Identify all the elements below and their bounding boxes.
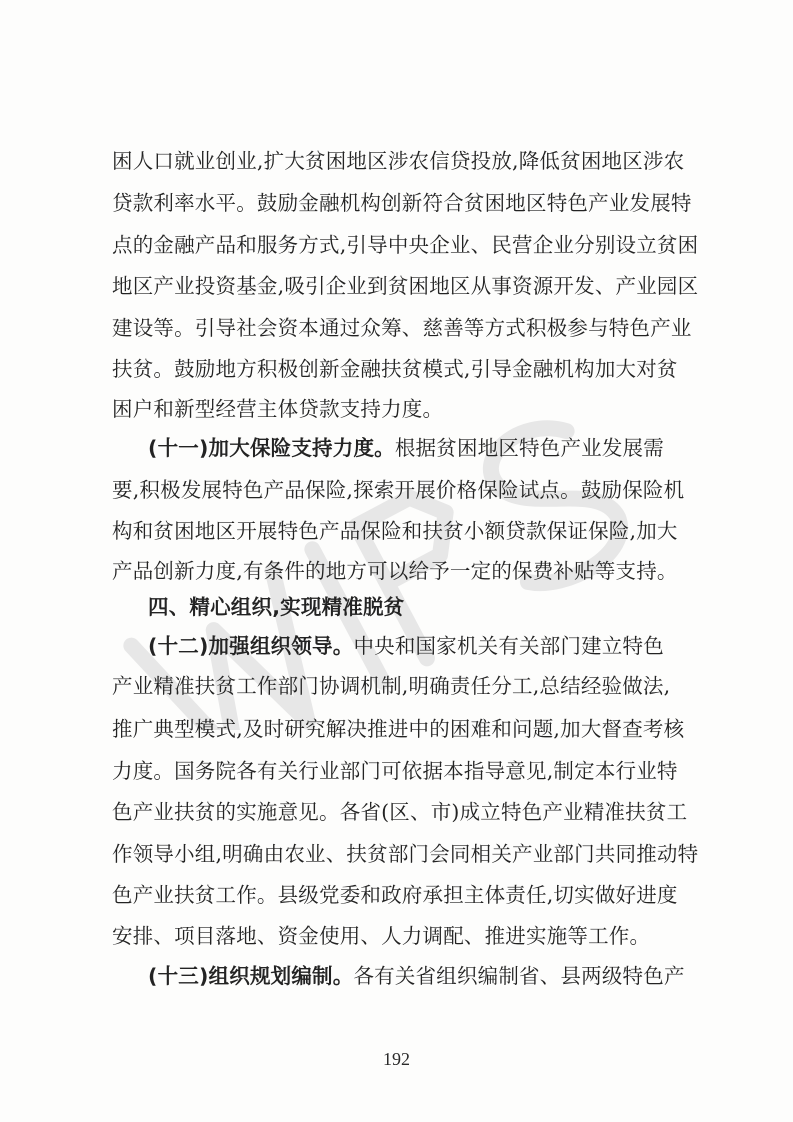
text-line: 力度。国务院各有关行业部门可依据本指导意见,制定本行业特 xyxy=(112,759,678,783)
text-line: 作领导小组,明确由农业、扶贫部门会同相关产业部门共同推动特 xyxy=(112,842,699,866)
text-line: 地区产业投资基金,吸引企业到贫困地区从事资源开发、产业园区 xyxy=(112,274,699,298)
text-line: 要,积极发展特色产品保险,探索开展价格保险试点。鼓励保险机 xyxy=(112,478,685,502)
text-line: 扶贫。鼓励地方积极创新金融扶贫模式,引导金融机构加大对贫 xyxy=(112,357,678,381)
paragraph-13-first-line xyxy=(148,966,685,987)
text-line: 色产业扶贫的实施意见。各省(区、市)成立特色产业精准扶贫工 xyxy=(112,800,688,824)
text-line: 点的金融产品和服务方式,引导中央企业、民营企业分别设立贫困 xyxy=(112,233,699,257)
text-line: 产品创新力度,有条件的地方可以给予一定的保费补贴等支持。 xyxy=(112,559,678,583)
section-heading: 四、精心组织,实现精准脱贫 xyxy=(148,595,405,619)
paragraph-11-text: 根据贫困地区特色产业发展需 xyxy=(394,436,664,460)
page-number: 192 xyxy=(383,1049,410,1069)
text-line: 色产业扶贫工作。县级党委和政府承担主体责任,切实做好进度 xyxy=(112,883,678,907)
paragraph-12-title: (十二)加强组织领导。 xyxy=(148,634,354,658)
paragraph-12-text: 中央和国家机关有关部门建立特色 xyxy=(353,634,664,658)
text-line: 困户和新型经营主体贷款支持力度。 xyxy=(112,397,444,421)
paragraph-11-title: (十一)加大保险支持力度。 xyxy=(148,436,395,460)
text-line: 安排、项目落地、资金使用、人力调配、推进实施等工作。 xyxy=(112,924,651,948)
text-line: 建设等。引导社会资本通过众筹、慈善等方式积极参与特色产业 xyxy=(112,316,692,340)
paragraph-13-title: (十三)组织规划编制。 xyxy=(148,964,354,988)
paragraph-13-text: 各有关省组织编制省、县两级特色产 xyxy=(353,964,685,988)
paragraph-12-first-line xyxy=(148,636,664,657)
text-line: 困人口就业创业,扩大贫困地区涉农信贷投放,降低贫困地区涉农 xyxy=(112,149,685,173)
text-line: 贷款利率水平。鼓励金融机构创新符合贫困地区特色产业发展特 xyxy=(112,191,692,215)
paragraph-11-first-line xyxy=(148,438,664,459)
text-line: 构和贫困地区开展特色产品保险和扶贫小额贷款保证保险,加大 xyxy=(112,519,678,543)
text-line: 推广典型模式,及时研究解决推进中的困难和问题,加大督查考核 xyxy=(112,717,685,741)
text-line: 产业精准扶贫工作部门协调机制,明确责任分工,总结经验做法, xyxy=(112,674,671,698)
